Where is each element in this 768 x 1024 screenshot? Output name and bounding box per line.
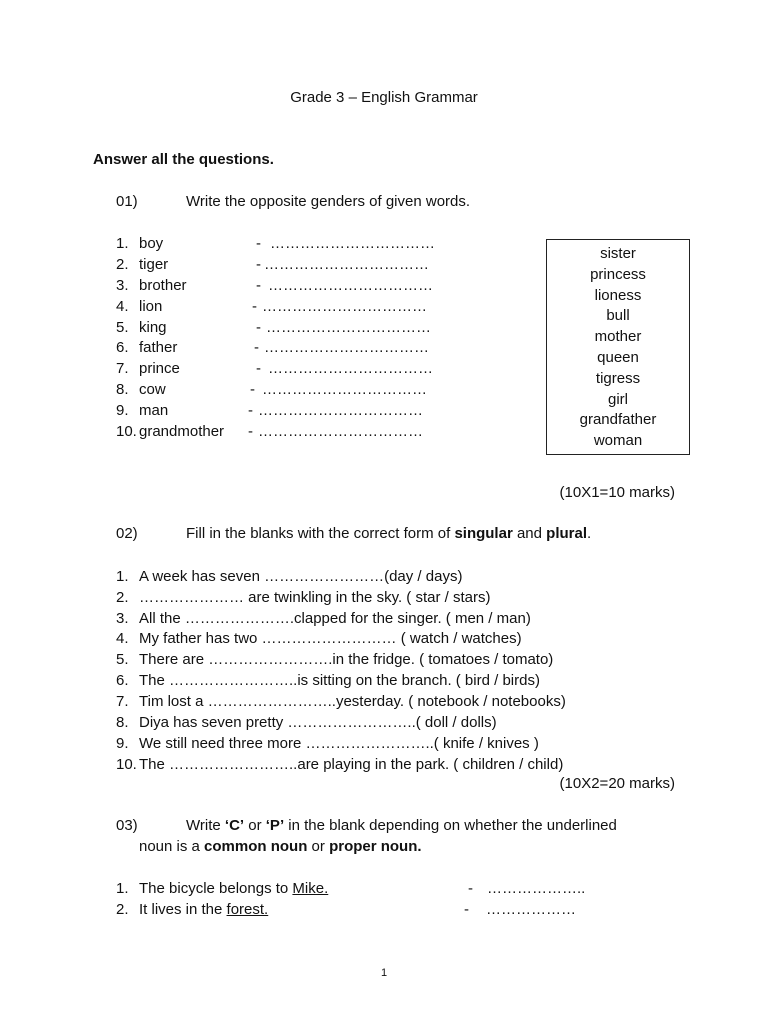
item-dash: - bbox=[256, 256, 261, 273]
item-dash: - bbox=[252, 298, 257, 315]
item-sentence[interactable]: Diya has seven pretty ……………………..( doll / dolls) bbox=[139, 714, 497, 731]
item-number: 9. bbox=[116, 735, 129, 752]
item-word: tiger bbox=[139, 256, 169, 273]
q1-item bbox=[116, 400, 423, 421]
item-sentence[interactable]: There are …………………….in the fridge. ( tomatoes / tomato) bbox=[139, 651, 554, 668]
item-number: 6. bbox=[116, 672, 129, 689]
q2-item bbox=[116, 649, 553, 670]
answer-blank[interactable]: …………………………… bbox=[262, 381, 427, 398]
item-number: 2. bbox=[116, 901, 129, 918]
item-number: 6. bbox=[116, 339, 129, 356]
page-number: 1 bbox=[380, 967, 388, 979]
word-bank-option: girl bbox=[607, 390, 628, 408]
item-dash: - bbox=[254, 339, 259, 356]
item-number: 2. bbox=[116, 256, 129, 273]
q1-item bbox=[116, 337, 429, 358]
item-dash: - bbox=[256, 235, 261, 252]
word-bank-option: queen bbox=[597, 348, 639, 366]
q1-number: 01) bbox=[116, 193, 138, 210]
q2-item bbox=[116, 754, 563, 775]
item-word: king bbox=[139, 319, 167, 336]
item-dash: - bbox=[250, 381, 255, 398]
item-sentence bbox=[139, 899, 268, 920]
item-word: man bbox=[139, 402, 169, 419]
q3-prompt-line2 bbox=[139, 838, 422, 856]
q3-text: or bbox=[244, 817, 266, 834]
q3-text: in the blank depending on whether the underlined bbox=[284, 817, 617, 834]
item-number: 1. bbox=[116, 880, 129, 897]
item-number: 1. bbox=[116, 568, 129, 585]
answer-blank[interactable]: …………………………… bbox=[258, 423, 423, 440]
item-number: 8. bbox=[116, 381, 129, 398]
q2-item bbox=[116, 587, 490, 608]
q3-bold-common-noun: common noun bbox=[204, 838, 308, 855]
word-bank-option: princess bbox=[590, 265, 646, 283]
word-bank-option: lioness bbox=[594, 286, 642, 304]
word-bank-option: woman bbox=[593, 432, 643, 450]
item-number: 7. bbox=[116, 360, 129, 377]
q2-prompt-bold-singular: singular bbox=[454, 525, 513, 542]
q2-item bbox=[116, 733, 539, 754]
item-dash: - bbox=[468, 880, 473, 897]
q2-item bbox=[116, 628, 522, 649]
item-number: 2. bbox=[116, 589, 129, 606]
q2-item bbox=[116, 608, 531, 629]
item-word: boy bbox=[139, 235, 164, 252]
q3-text: Write bbox=[186, 817, 225, 834]
q1-item bbox=[116, 358, 433, 379]
answer-blank[interactable]: …………………………… bbox=[268, 277, 433, 294]
answer-blank[interactable]: …………………………… bbox=[264, 256, 429, 273]
answer-blank[interactable]: …………………………… bbox=[268, 360, 433, 377]
answer-blank[interactable]: ……………….. bbox=[487, 880, 586, 897]
item-dash: - bbox=[256, 277, 261, 294]
q1-item bbox=[116, 296, 427, 317]
q3-prompt-line1 bbox=[186, 817, 617, 835]
item-word: lion bbox=[139, 298, 163, 315]
item-sentence bbox=[139, 878, 328, 899]
q2-prompt-text: Fill in the blanks with the correct form of bbox=[186, 525, 455, 542]
item-sentence[interactable]: My father has two ……………………… ( watch / watches) bbox=[139, 630, 522, 647]
word-bank-option: grandfather bbox=[579, 411, 657, 429]
word-bank-option: bull bbox=[606, 307, 630, 325]
item-number: 1. bbox=[116, 235, 129, 252]
item-sentence[interactable]: ………………… are twinkling in the sky. ( star / stars) bbox=[139, 589, 491, 606]
word-bank-option: sister bbox=[600, 245, 636, 262]
item-sentence[interactable]: The ……………………..is sitting on the branch. ( bird / birds) bbox=[139, 672, 540, 689]
page-title: Grade 3 – English Grammar bbox=[290, 89, 478, 106]
answer-blank[interactable]: ……………… bbox=[486, 901, 576, 918]
q2-prompt-and: and bbox=[512, 525, 547, 542]
item-sentence[interactable]: A week has seven ……………………(day / days) bbox=[139, 568, 463, 585]
item-number: 10. bbox=[116, 423, 137, 440]
q3-number: 03) bbox=[116, 817, 138, 834]
q1-marks: (10X1=10 marks) bbox=[559, 484, 675, 501]
item-number: 5. bbox=[116, 651, 129, 668]
item-sentence[interactable]: All the ………………….clapped for the singer. ( men / man) bbox=[139, 610, 531, 627]
item-number: 3. bbox=[116, 277, 129, 294]
item-dash: - bbox=[248, 402, 253, 419]
q3-text: noun is a bbox=[139, 838, 205, 855]
item-number: 4. bbox=[116, 630, 129, 647]
item-word: prince bbox=[139, 360, 180, 377]
q1-item bbox=[116, 275, 433, 296]
item-sentence[interactable]: The ……………………..are playing in the park. ( children / child) bbox=[139, 756, 564, 773]
q2-number: 02) bbox=[116, 525, 138, 542]
word-bank-box bbox=[546, 239, 690, 455]
q2-item bbox=[116, 691, 566, 712]
answer-blank[interactable]: …………………………… bbox=[266, 319, 431, 336]
item-word: cow bbox=[139, 381, 166, 398]
q1-item bbox=[116, 233, 435, 254]
q2-prompt bbox=[186, 525, 591, 543]
answer-blank[interactable]: …………………………… bbox=[258, 402, 423, 419]
q3-item bbox=[116, 878, 586, 899]
item-word: grandmother bbox=[139, 423, 225, 440]
instructions: Answer all the questions. bbox=[93, 151, 274, 168]
item-word: brother bbox=[139, 277, 187, 294]
item-number: 4. bbox=[116, 298, 129, 315]
item-sentence[interactable]: We still need three more ……………………..( knife / knives ) bbox=[139, 735, 539, 752]
q2-item bbox=[116, 566, 462, 587]
item-number: 9. bbox=[116, 402, 129, 419]
answer-blank[interactable]: …………………………… bbox=[262, 298, 427, 315]
item-number: 7. bbox=[116, 693, 129, 710]
answer-blank[interactable]: …………………………… bbox=[270, 235, 435, 252]
q1-item bbox=[116, 317, 431, 338]
item-number: 8. bbox=[116, 714, 129, 731]
item-number: 3. bbox=[116, 610, 129, 627]
answer-blank[interactable]: …………………………… bbox=[264, 339, 429, 356]
q1-prompt: Write the opposite genders of given words. bbox=[186, 193, 471, 210]
q3-bold-c: ‘C’ bbox=[224, 817, 245, 834]
item-number: 5. bbox=[116, 319, 129, 336]
item-dash: - bbox=[464, 901, 469, 918]
q3-bold-p: ‘P’ bbox=[265, 817, 285, 834]
item-text: It lives in the bbox=[139, 901, 227, 918]
item-dash: - bbox=[248, 423, 253, 440]
q2-prompt-period: . bbox=[587, 525, 592, 542]
item-dash: - bbox=[256, 360, 261, 377]
item-dash: - bbox=[256, 319, 261, 336]
word-bank-option: tigress bbox=[595, 369, 641, 387]
item-text: The bicycle belongs to bbox=[139, 880, 293, 897]
q2-item bbox=[116, 712, 497, 733]
underlined-noun: forest. bbox=[226, 901, 269, 918]
underlined-noun: Mike. bbox=[292, 880, 329, 897]
q1-item bbox=[116, 379, 427, 400]
q2-item bbox=[116, 670, 540, 691]
word-bank-option: mother bbox=[594, 328, 642, 346]
q3-bold-proper-noun: proper noun. bbox=[329, 838, 422, 855]
q3-text: or bbox=[307, 838, 330, 855]
q2-marks: (10X2=20 marks) bbox=[559, 775, 675, 792]
q1-item bbox=[116, 421, 423, 442]
q3-item bbox=[116, 899, 576, 920]
q1-item bbox=[116, 254, 429, 275]
item-number: 10. bbox=[116, 756, 137, 773]
q2-prompt-bold-plural: plural bbox=[546, 525, 588, 542]
item-word: father bbox=[139, 339, 178, 356]
item-sentence[interactable]: Tim lost a ……………………..yesterday. ( notebook / notebooks) bbox=[139, 693, 566, 710]
